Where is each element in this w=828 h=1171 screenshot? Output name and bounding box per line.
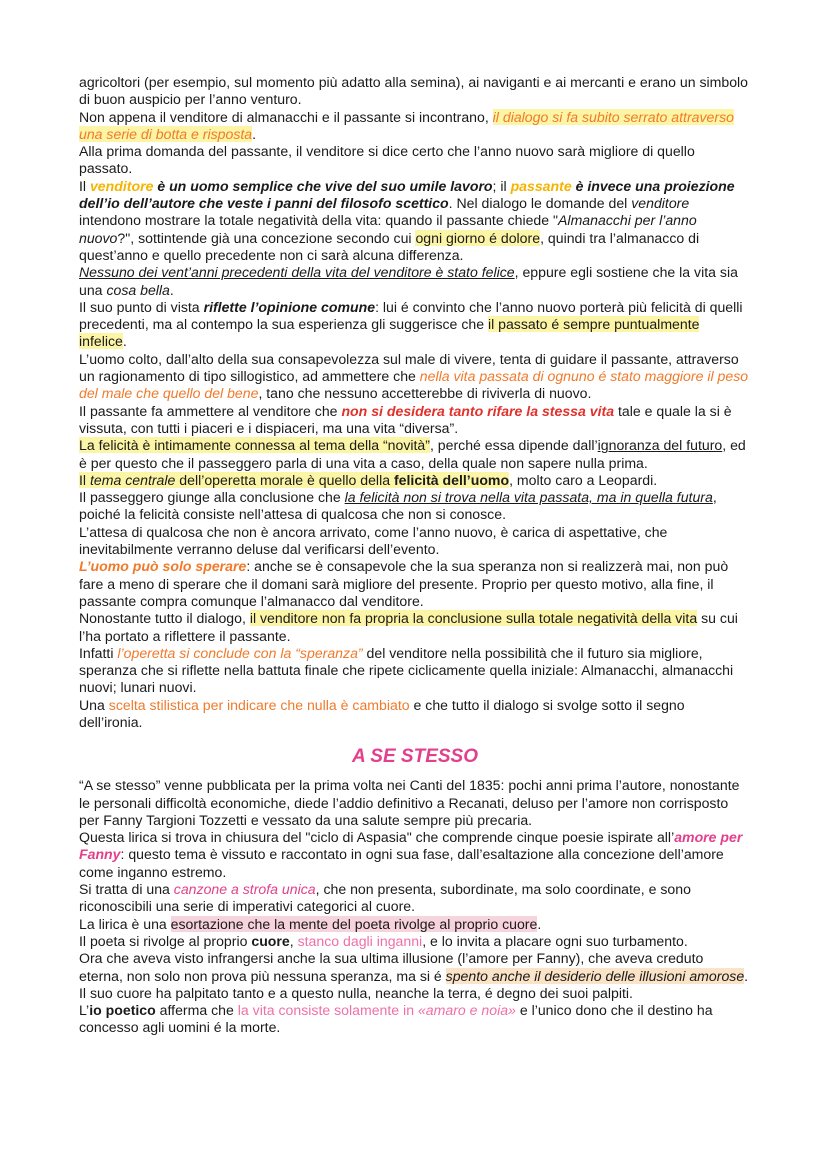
paragraph: Il venditore è un uomo semplice che vive del suo umile lavoro; il passante è invece una proiezione dell’io dell’autore che veste i panni del filosofo scettico. Nel dialogo le domande del venditore intendono mostrare la totale negatività della vita: quando il passante chiede "Almanacchi per l’anno nuovo?", sottintende già una concezione secondo cui ogni giorno é dolore, quindi tra l’almanacco di quest’anno e quello precedente non ci sarà alcuna differenza.	[79, 177, 735, 263]
paragraph: L’attesa di qualcosa che non è ancora arrivato, come l’anno nuovo, è carica di aspettative, che inevitabilmente verranno deluse dal verificarsi dell’evento.	[79, 523, 668, 558]
paragraph: La felicità è intimamente connessa al tema della “novità”, perché essa dipende dall’ignoranza del futuro, ed è per questo che il passeggero parla di una vita a caso, della quale non sapere nulla prima.	[79, 437, 746, 471]
paragraph: Non appena il venditore di almanacchi e il passante si incontrano, il dialogo si fa subito serrato attraverso una serie di botta e risposta.	[79, 108, 734, 142]
paragraph: agricoltori (per esempio, sul momento più adatto alla semina), ai naviganti e ai mercanti e erano un simbolo di buon auspicio per l’anno venturo.	[79, 74, 749, 108]
paragraph: Il poeta si rivolge al proprio cuore, stanco dagli inganni, e lo invita a placare ogni suo turbamento.	[79, 932, 688, 949]
paragraph: Infatti l’operetta si conclude con la “speranza” del venditore nella possibilità che il futuro sia migliore, speranza che si riflette nella battuta finale che ripete ciclicamente quella iniziale: Almanacchi, almanacchi nuovi; lunari nuovi.	[79, 644, 734, 696]
paragraph: Si tratta di una canzone a strofa unica, che non presenta, subordinate, ma solo coordinate, e sono riconoscibili una serie di imperativi categorici al cuore.	[79, 881, 691, 915]
paragraph: L’io poetico afferma che la vita consiste solamente in «amaro e noia» e l’unico dono che il destino ha concesso agli uomini é la morte.	[79, 1002, 713, 1036]
paragraph: Il tema centrale dell’operetta morale è quello della felicità dell’uomo, molto caro a Leopardi.	[79, 471, 658, 488]
section-title: A SE STESSO	[352, 746, 478, 768]
paragraph: Una scelta stilistica per indicare che nulla è cambiato e che tutto il dialogo si svolge sotto il segno dell’ironia.	[79, 696, 685, 730]
paragraph: Nessuno dei vent’anni precedenti della vita del venditore è stato felice, eppure egli sostiene che la vita sia una cosa bella.	[79, 264, 738, 298]
paragraph: Questa lirica si trova in chiusura del "ciclo di Aspasia" che comprende cinque poesie ispirate all’amore per Fanny: questo tema è vissuto e raccontato in ogni sua fase, dall’esaltazione alla concezione dell’amore come inganno estremo.	[79, 829, 743, 880]
paragraph: Alla prima domanda del passante, il venditore si dice certo che l’anno nuovo sarà migliore di quello passato.	[79, 143, 695, 177]
paragraph: L’uomo può solo sperare: anche se è consapevole che la sua speranza non si realizzerà mai, non può fare a meno di sperare che il domani sarà migliore del presente. Proprio per questo motivo, alla fine, il passante compra comunque l’almanacco dal venditore.	[79, 558, 729, 609]
paragraph: Nonostante tutto il dialogo, il venditore non fa propria la conclusione sulla totale negatività della vita su cui l’ha portato a riflettere il passante.	[79, 610, 738, 644]
paragraph: “A se stesso” venne pubblicata per la prima volta nei Canti del 1835: pochi anni prima l’autore, nonostante le personali difficoltà economiche, diede l’addio definitivo a Recanati, deluso per l’amore non corrisposto per Fanny Targioni Tozzetti e vessato da una salute sempre più precaria.	[79, 777, 740, 828]
paragraph: La lirica è una esortazione che la mente del poeta rivolge al proprio cuore.	[79, 915, 542, 932]
paragraph: L’uomo colto, dall’alto della sua consapevolezza sul male di vivere, tenta di guidare il passante, attraverso un ragionamento di tipo sillogistico, ad ammettere che nella vita passata di ognuno é stato maggiore il peso del male che quello del bene, tano che nessuno accetterebbe di riviverla di nuovo.	[79, 350, 749, 402]
paragraph: Il suo punto di vista riflette l’opinione comune: lui é convinto che l’anno nuovo porterà più felicità di quelli precedenti, ma al contempo la sua esperienza gli suggerisce che il passato é sempre puntualmente infelice.	[79, 298, 743, 350]
paragraph: Ora che aveva visto infrangersi anche la sua ultima illusione (l’amore per Fanny), che aveva creduto eterna, non solo non prova più nessuna speranza, ma si é spento anche il desiderio delle illusioni amorose.	[79, 950, 749, 984]
paragraph: Il passante fa ammettere al venditore che non si desidera tanto rifare la stessa vita tale e quale la si è vissuta, con tutti i piaceri e i dispiaceri, ma una vita “diversa”.	[79, 402, 732, 436]
paragraph: Il passeggero giunge alla conclusione che la felicità non si trova nella vita passata, ma in quella futura, poiché la felicità consiste nell’attesa di qualcosa che non si conosce.	[79, 489, 717, 523]
paragraph: Il suo cuore ha palpitato tanto e a questo nulla, neanche la terra, é degno dei suoi palpiti.	[79, 984, 633, 1001]
document-page	[79, 74, 751, 1037]
